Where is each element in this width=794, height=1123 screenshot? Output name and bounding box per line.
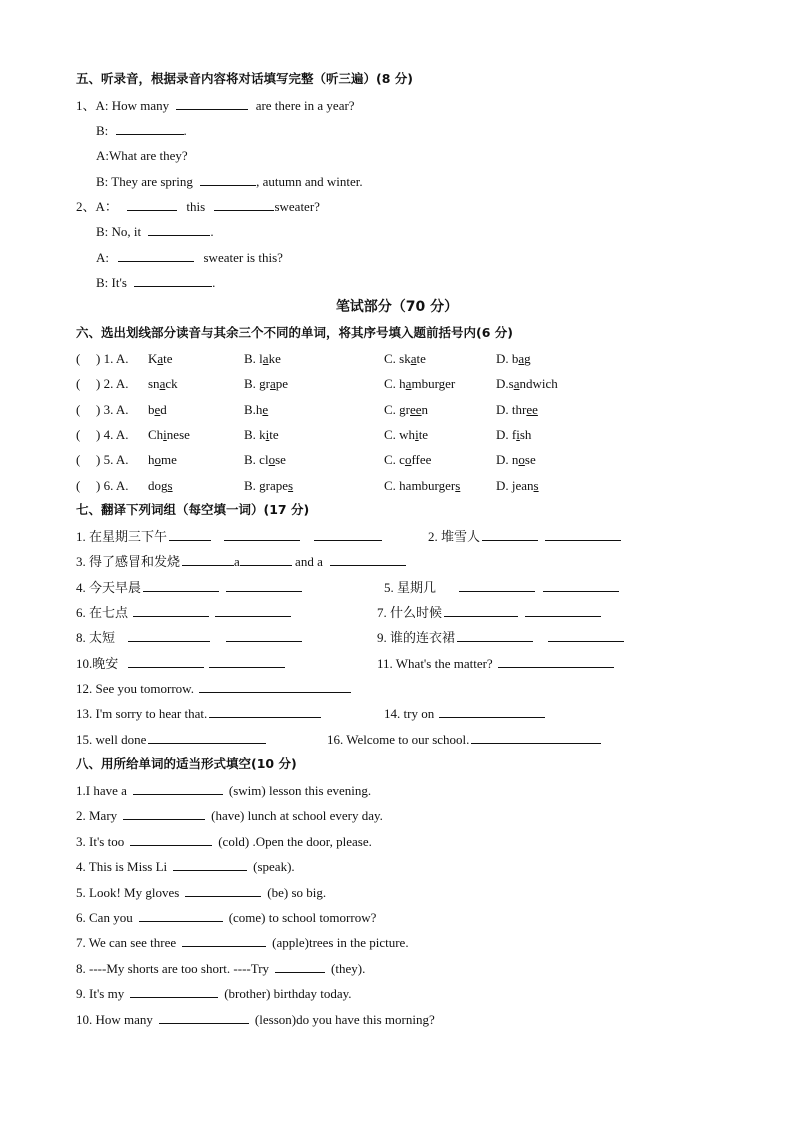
option-d: D.sandwich	[496, 376, 558, 392]
q-text: sweater?	[274, 199, 320, 214]
answer-paren[interactable]: (	[76, 452, 81, 468]
option-b: B. grape	[244, 376, 289, 392]
answer-blank[interactable]	[185, 883, 261, 897]
s7-item-5	[384, 578, 619, 597]
question-number: ) 5. A.	[96, 452, 129, 468]
answer-paren[interactable]: (	[76, 351, 81, 366]
s8-item	[76, 1010, 435, 1029]
s7-item-8	[76, 628, 302, 647]
underlined-letters: ee	[526, 401, 538, 417]
underlined-letters: e	[154, 401, 161, 417]
answer-paren[interactable]: (	[76, 477, 81, 493]
option-b: B. close	[244, 452, 286, 468]
q-text: .	[210, 224, 214, 239]
s7-item-9	[377, 628, 624, 647]
item-text: a	[234, 554, 240, 569]
underlined-letters: a	[270, 376, 276, 392]
option-b: B. grapes	[244, 477, 294, 493]
item-text: 8. ----My shorts are too short. ----Try	[76, 960, 270, 976]
underlined-letters: i	[415, 426, 419, 442]
s7-item-3	[76, 552, 406, 571]
q-text: .	[212, 275, 216, 290]
q-number: 1、	[76, 98, 96, 113]
option-d: D. fish	[496, 426, 532, 442]
item-text: 12. See you tomorrow.	[76, 681, 194, 696]
written-part-title: 笔试部分（70 分）	[335, 299, 459, 315]
item-text: 7. 什么时候	[377, 605, 443, 620]
answer-blank[interactable]	[118, 248, 194, 262]
s7-item-4	[76, 578, 302, 597]
answer-blank[interactable]	[139, 908, 223, 922]
s8-item	[76, 984, 352, 1003]
item-text: 7. We can see three	[76, 935, 177, 951]
q-text: A: How many	[95, 98, 170, 113]
answer-blank[interactable]	[543, 578, 619, 592]
item-text: 15. well done	[76, 732, 147, 747]
answer-blank[interactable]	[130, 832, 212, 846]
section-8-title: 八、用所给单词的适当形式填空(10 分)	[76, 756, 297, 771]
answer-blank[interactable]	[215, 603, 291, 617]
item-text: 5. 星期几	[384, 580, 437, 595]
item-text: and a	[295, 554, 323, 569]
item-text: (speak).	[253, 859, 295, 875]
answer-blank[interactable]	[439, 704, 545, 718]
answer-blank[interactable]	[214, 197, 274, 211]
underlined-letters: s	[288, 477, 294, 493]
answer-blank[interactable]	[133, 603, 209, 617]
answer-blank[interactable]	[159, 1010, 249, 1024]
q-text: B:	[96, 123, 109, 138]
s7-item-16	[327, 730, 601, 749]
item-text: (come) to school tomorrow?	[228, 910, 377, 925]
answer-blank[interactable]	[200, 172, 256, 186]
option-a: Chinese	[148, 426, 190, 442]
q5-2-b2	[96, 273, 215, 292]
answer-blank[interactable]	[457, 628, 533, 642]
s7-item-10	[76, 654, 285, 673]
answer-blank[interactable]	[176, 96, 248, 110]
question-number: ) 6. A.	[96, 477, 129, 493]
answer-blank[interactable]	[128, 654, 204, 668]
underlined-letters: a	[157, 351, 164, 366]
q-text: this	[186, 199, 206, 214]
underlined-letters: o	[268, 452, 276, 468]
underlined-letters: s	[533, 477, 539, 493]
item-text: (lesson)do you have this morning?	[254, 1011, 435, 1027]
q-number: 2、	[76, 199, 96, 214]
underlined-letters: a	[518, 351, 525, 366]
question-number: ) 4. A.	[96, 426, 129, 442]
q5-1-a2: A:What are they?	[96, 148, 188, 163]
option-c: C. hamburger	[384, 376, 456, 392]
q-text: sweater is this?	[203, 250, 283, 265]
s7-item-7	[377, 603, 601, 622]
item-text: 10. How many	[76, 1011, 153, 1027]
item-text: 4. 今天早晨	[76, 580, 142, 595]
q-text: A：	[95, 199, 118, 214]
s8-item	[76, 908, 376, 927]
answer-blank[interactable]	[471, 730, 601, 744]
answer-blank[interactable]	[148, 222, 210, 236]
underlined-letters: a	[262, 351, 269, 366]
answer-blank[interactable]	[128, 628, 210, 642]
answer-blank[interactable]	[133, 781, 223, 795]
item-text: 1.I have a	[76, 783, 127, 798]
underlined-letters: ee	[410, 401, 422, 417]
answer-blank[interactable]	[143, 578, 219, 592]
answer-blank[interactable]	[209, 654, 285, 668]
option-c: C. green	[384, 401, 429, 417]
q-text: B: They are spring	[96, 174, 193, 189]
answer-blank[interactable]	[226, 578, 302, 592]
option-b: B.he	[244, 401, 269, 417]
answer-blank[interactable]	[444, 603, 518, 617]
option-c: C. coffee	[384, 452, 432, 468]
section-7-title: 七、翻译下列词组（每空填一词）(17 分)	[76, 502, 310, 517]
item-text: (swim) lesson this evening.	[228, 783, 372, 798]
answer-blank[interactable]	[127, 197, 177, 211]
answer-paren[interactable]: (	[76, 401, 81, 417]
s7-item-12	[76, 679, 351, 698]
option-a: bed	[148, 401, 167, 417]
s8-item	[76, 806, 383, 825]
answer-blank[interactable]	[240, 552, 292, 566]
answer-blank[interactable]	[123, 806, 205, 820]
q-text: are there in a year?	[255, 98, 355, 113]
s7-item-2	[428, 527, 621, 546]
item-text: (cold) .Open the door, please.	[218, 833, 372, 849]
answer-paren[interactable]: (	[76, 426, 81, 442]
underlined-letters: a	[513, 376, 520, 392]
item-text: 14. try on	[384, 706, 435, 721]
option-c: C. hamburgers	[384, 477, 461, 493]
s8-item	[76, 857, 295, 876]
q5-1-b2	[96, 172, 363, 191]
item-text: 9. 谁的连衣裙	[377, 630, 456, 645]
option-b: B. lake	[244, 351, 281, 366]
item-text: 6. 在七点	[76, 605, 129, 620]
answer-blank[interactable]	[169, 527, 211, 541]
section-5-title: 五、听录音，根据录音内容将对话填写完整（听三遍）(8 分)	[76, 71, 413, 86]
option-d: D. three	[496, 401, 538, 417]
answer-blank[interactable]	[525, 603, 601, 617]
s7-item-14	[384, 704, 545, 723]
item-text: (be) so big.	[267, 884, 327, 900]
q-text: A:	[96, 250, 109, 265]
s8-item	[76, 781, 371, 800]
q-text: .	[183, 123, 187, 138]
answer-blank[interactable]	[226, 628, 302, 642]
item-text: 8. 太短	[76, 630, 116, 645]
option-d: D. nose	[496, 452, 536, 468]
underlined-letters: a	[159, 376, 166, 392]
s7-item-15	[76, 730, 266, 749]
item-text: 1. 在星期三下午	[76, 529, 168, 544]
answer-blank[interactable]	[545, 527, 621, 541]
answer-blank[interactable]	[459, 578, 535, 592]
option-c: C. skate	[384, 351, 426, 366]
s7-item-6	[76, 603, 291, 622]
item-text: 9. It's my	[76, 986, 125, 1002]
underlined-letters: i	[516, 426, 520, 442]
option-c: C. white	[384, 426, 429, 442]
answer-blank[interactable]	[134, 273, 212, 287]
item-text: 11. What's the matter?	[377, 656, 493, 671]
option-a: dogs	[148, 477, 173, 493]
option-b: B. kite	[244, 426, 279, 442]
underlined-letters: s	[455, 477, 461, 493]
s7-item-11	[377, 654, 614, 673]
underlined-letters: a	[405, 376, 412, 392]
answer-blank[interactable]	[130, 984, 218, 998]
underlined-letters: o	[518, 452, 525, 468]
section-6-title: 六、选出划线部分读音与其余三个不同的单词，将其序号填入题前括号内(6 分)	[76, 325, 513, 340]
question-number: ) 2. A.	[96, 376, 129, 392]
answer-blank[interactable]	[148, 730, 266, 744]
option-d: D. jeans	[496, 477, 539, 493]
s8-item	[76, 959, 365, 978]
item-text: 2. Mary	[76, 808, 118, 824]
q5-2-a2	[96, 248, 283, 267]
underlined-letters: i	[265, 426, 270, 442]
option-d: D. bag	[496, 351, 531, 366]
item-text: 3. 得了感冒和发烧	[76, 554, 181, 569]
underlined-letters: o	[404, 452, 412, 468]
item-text: 3. It's too	[76, 833, 125, 849]
q-text: B: No, it	[96, 224, 142, 239]
q5-1-b1	[96, 121, 187, 140]
answer-blank[interactable]	[548, 628, 624, 642]
answer-blank[interactable]	[209, 704, 321, 718]
option-a: snack	[148, 376, 178, 392]
q5-2-b1	[96, 222, 214, 241]
answer-blank[interactable]	[199, 679, 351, 693]
item-text: (have) lunch at school every day.	[211, 808, 383, 824]
answer-blank[interactable]	[498, 654, 614, 668]
q5-2-a1	[76, 197, 320, 216]
item-text: 2. 堆雪人	[428, 529, 481, 544]
item-text: 10.晚安	[76, 656, 119, 671]
s7-item-13	[76, 704, 321, 723]
item-text: 5. Look! My gloves	[76, 884, 180, 900]
item-text: (brother) birthday today.	[224, 986, 352, 1002]
answer-blank[interactable]	[173, 857, 247, 871]
answer-paren[interactable]: (	[76, 376, 81, 392]
q-text: B: It's	[96, 275, 127, 290]
underlined-letters: s	[167, 477, 173, 493]
answer-blank[interactable]	[314, 527, 382, 541]
answer-blank[interactable]	[182, 933, 266, 947]
item-text: (apple)trees in the picture.	[272, 935, 409, 951]
answer-blank[interactable]	[224, 527, 300, 541]
item-text: 13. I'm sorry to hear that.	[76, 706, 208, 721]
option-a: home	[148, 452, 177, 468]
answer-blank[interactable]	[482, 527, 538, 541]
underlined-letters: e	[262, 401, 269, 417]
answer-blank[interactable]	[116, 121, 184, 135]
question-number: ) 1. A.	[96, 351, 129, 366]
item-text: 4. This is Miss Li	[76, 859, 168, 875]
s8-item	[76, 933, 409, 952]
s8-item	[76, 832, 372, 851]
underlined-letters: i	[163, 426, 167, 442]
answer-blank[interactable]	[182, 552, 234, 566]
question-number: ) 3. A.	[96, 401, 129, 417]
q-text: , autumn and winter.	[256, 174, 363, 189]
q5-1-a1	[76, 96, 355, 115]
underlined-letters: a	[410, 351, 417, 366]
s8-item	[76, 883, 326, 902]
s7-item-1	[76, 527, 382, 546]
item-text: (they).	[331, 960, 366, 976]
answer-blank[interactable]	[275, 959, 325, 973]
underlined-letters: o	[154, 452, 161, 468]
answer-blank[interactable]	[330, 552, 406, 566]
item-text: 16. Welcome to our school.	[327, 732, 470, 747]
item-text: 6. Can you	[76, 910, 133, 925]
option-a: Kate	[148, 351, 173, 366]
